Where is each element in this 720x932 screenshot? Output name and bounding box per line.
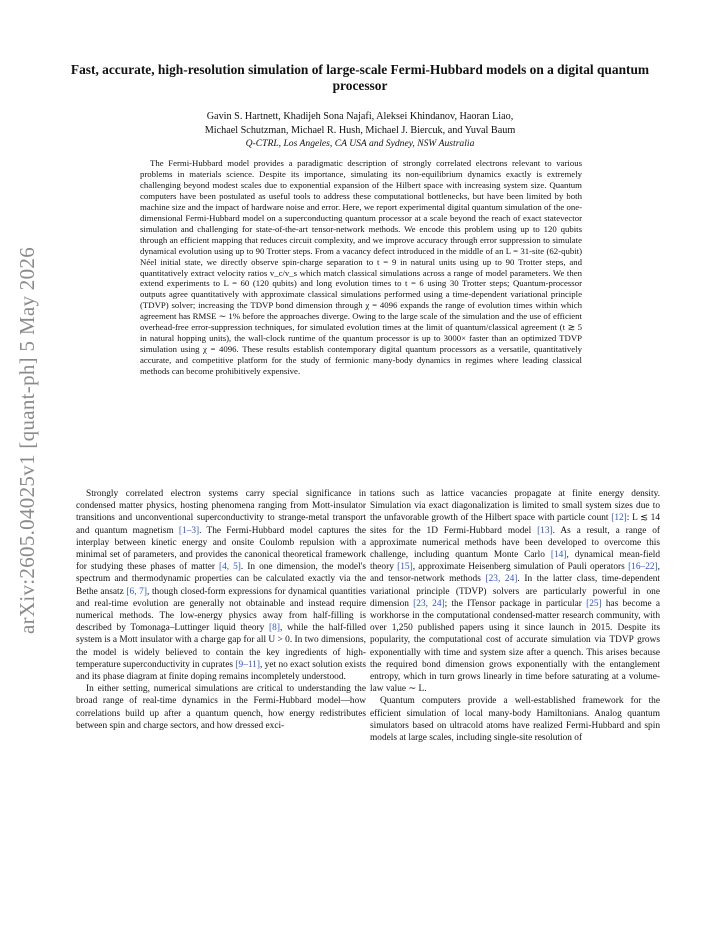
citation-link[interactable]: [6, 7] (126, 586, 147, 597)
citation-link[interactable]: [23, 24] (413, 598, 445, 609)
citation-link[interactable]: [8] (269, 623, 280, 634)
body-column-right (370, 488, 660, 744)
text-run: : L ≲ 14 sites for the 1D Fermi-Hubbard model (370, 513, 660, 536)
body-column-left (76, 488, 366, 732)
arxiv-identifier-stamp (14, 230, 42, 650)
citation-link[interactable]: [4, 5] (218, 562, 241, 573)
citation-link[interactable]: [15] (397, 562, 413, 573)
text-run: , while the half-filled system is a Mott insulator with a charge gap for all U > 0. In two dimensions, the model is widely believed to contain the key ingredients of high-temperature superconductivity in cuprates (76, 623, 367, 670)
authors-line-2: Michael Schutzman, Michael R. Hush, Michael J. Biercuk, and Yuval Baum (204, 124, 516, 136)
citation-link[interactable]: [16–22] (628, 562, 658, 573)
text-run: , and tensor-network methods (370, 562, 660, 585)
citation-link[interactable]: [14] (550, 550, 567, 561)
citation-link[interactable]: [25] (586, 598, 602, 609)
text-run: , approximate Heisenberg simulation of Pauli operators (412, 562, 629, 573)
arxiv-id-text: arXiv:2605.04025v1 [quant-ph] 5 May 2026 (15, 246, 40, 634)
affiliation: Q-CTRL, Los Angeles, CA USA and Sydney, NSW Australia (245, 138, 475, 149)
text-run: ; the ITensor package in particular (444, 598, 587, 609)
text-run: tations such as lattice vacancies propagate at finite energy density. Simulation via exact diagonalization is limited to small system sizes due to the unfavorable growth of the Hilbert space with particle count (370, 489, 660, 524)
citation-link[interactable]: [1–3] (178, 525, 200, 536)
paragraph: Quantum computers provide a well-established framework for the efficient simulation of local many-body Hamiltonians. Analog quantum simulators based on ultracold atoms have realized Fermi-Hubbard and spin models at large scales, including single-site resolution of (370, 696, 660, 744)
citation-link[interactable]: [12] (611, 513, 627, 524)
text-run: , though closed-form expressions for dynamical quantities and real-time evolution are generally not obtainable and instead require numerical methods. The low-energy physics away from half-filling is described by Tomonaga–Luttinger liquid theory (76, 586, 366, 634)
text-run: , yet no exact solution exists and its phase diagram at finite doping remains incompletely understood. (76, 659, 366, 683)
authors-line-1: Gavin S. Hartnett, Khadijeh Sona Najafi, Aleksei Khindanov, Haoran Liao, (206, 111, 514, 122)
citation-link[interactable]: [9–11] (235, 659, 260, 670)
text-run: Strongly correlated electron systems carry special significance in condensed matter physics, hosting phenomena ranging from Mott-insulator transitions and unconventional superconductivity to strange-metal transport and quantum magnetism (76, 489, 366, 536)
citation-link[interactable]: [13] (537, 525, 553, 536)
paper-title: Fast, accurate, high-resolution simulation of large-scale Fermi-Hubbard models on a digital quantum processor (70, 62, 650, 93)
text-run: . As a result, a range of approximate numerical methods have been developed to overcome this challenge, including quantum Monte Carlo (370, 525, 660, 561)
paragraph (76, 488, 366, 683)
text-run: . In the latter class, time-dependent variational principle (TDVP) solvers are particularly powerful in one dimension (370, 574, 660, 609)
text-run: . The Fermi-Hubbard model captures the interplay between kinetic energy and onsite Coulomb repulsion with a minimal set of parameters, and provides the canonical theoretical framework for studying these phases of matter (76, 525, 367, 573)
abstract: The Fermi-Hubbard model provides a paradigmatic description of strongly correlated electrons relevant to various problems in materials science. Despite its importance, simulating its non-equilibrium dynamics exactly is extremely challenging beyond modest scales due to exponential expansion of the Hilbert space with increasing system size. Quantum computers have been postulated as useful tools to address these computational bottlenecks, but have been limited by both machine size and the impact of hardware noise and error. Here, we report experimental digital quantum simulation of the one-dimensional Fermi-Hubbard model on a superconducting quantum processor at a scale beyond the reach of exact statevector simulation and challenging for state-of-the-art tensor-network methods. We encode this problem using up to 120 qubits through an efficient mapping that reduces circuit complexity, and we improve accuracy through error suppression to simulate dynamical evolution using up to 90 Trotter steps. From a vacancy defect introduced in the middle of an L = 31-site (62-qubit) Néel initial state, we directly observe spin-charge separation to t = 9 in natural units using up to 90 Trotter steps, and quantitatively extract velocity ratios v_c/v_s which match classical simulations across a range of model parameters. We then extend experiments to L = 60 (120 qubits) and long evolution times to t = 6 using 30 Trotter steps; Quantum-processor outputs agree quantitatively with approximate classical simulations performed using a time-dependent variational principle (TDVP) solver; increasing the TDVP bond dimension through χ = 4096 expands the range of evolution times within which agreement has RMSE ∼ 1% before the approaches diverge. Owing to the large scale of the simulation and the use of efficient overhead-free error-suppression techniques, for simulated evolution times at the limit of quantum/classical agreement (t ≳ 5 in natural hopping units), the wall-clock runtime of the quantum processor is up to 3000× faster than an optimized TDVP simulation using χ = 4096. These results establish contemporary digital quantum processors as a versatile, quantitatively accurate, and competitive platform for the study of fermionic many-body dynamics in regimes where leading classical methods can become prohibitively expensive. (140, 158, 582, 377)
paragraph (370, 488, 660, 695)
author-block (90, 110, 630, 151)
text-run: has become a workhorse in the computational condensed-matter research community, with over 1,250 published papers using it since launch in 2015. Despite its popularity, the computational cost of accurate simulation via TDVP grows exponentially with time and system size after a quench. This arises because the required bond dimension grows exponentially with the entanglement entropy, which in turn grows linearly in time before saturating at a volume-law value ∼ L. (370, 598, 660, 695)
citation-link[interactable]: [23, 24] (485, 574, 518, 585)
paragraph: In either setting, numerical simulations are critical to understanding the broad range of real-time dynamics in the Fermi-Hubbard model—how correlations build up after a quantum quench, how energy redistributes between spin and charge sectors, and how dressed exci- (76, 684, 366, 731)
text-run: . In one dimension, the model's spectrum and thermodynamic properties can be calculated exactly via the Bethe ansatz (76, 562, 366, 597)
text-run: , dynamical mean-field theory (370, 550, 660, 573)
